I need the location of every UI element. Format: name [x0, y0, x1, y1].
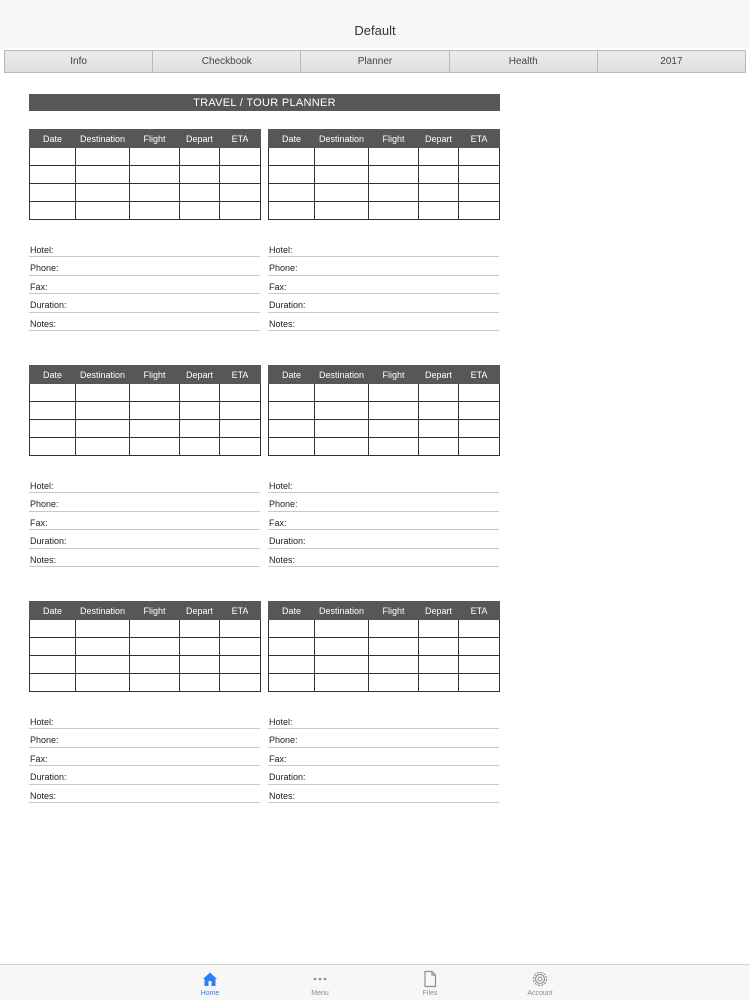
- itinerary-table: [268, 365, 500, 456]
- table-cell[interactable]: [269, 656, 315, 674]
- table-cell[interactable]: [419, 438, 459, 456]
- table-cell[interactable]: [30, 656, 76, 674]
- table-cell[interactable]: [130, 420, 180, 438]
- table-row: [269, 384, 500, 402]
- form-field[interactable]: [268, 239, 499, 257]
- table-cell[interactable]: [369, 402, 419, 420]
- column-header: Date: [30, 130, 76, 148]
- table-cell[interactable]: [130, 674, 180, 692]
- table-header-row: [30, 366, 261, 384]
- table-row: [30, 166, 261, 184]
- table-row: [30, 438, 261, 456]
- field-label: Phone:: [269, 263, 298, 274]
- table-cell[interactable]: [459, 674, 500, 692]
- column-header: ETA: [220, 602, 261, 620]
- table-cell[interactable]: [315, 656, 369, 674]
- table-row: [30, 202, 261, 220]
- table-row: [269, 148, 500, 166]
- table-cell[interactable]: [180, 148, 220, 166]
- column-header: Date: [30, 602, 76, 620]
- table-cell[interactable]: [76, 438, 130, 456]
- table-cell[interactable]: [269, 438, 315, 456]
- table-cell[interactable]: [419, 656, 459, 674]
- table-cell[interactable]: [269, 148, 315, 166]
- table-cell[interactable]: [30, 148, 76, 166]
- field-label: Duration:: [30, 300, 67, 311]
- table-cell[interactable]: [130, 384, 180, 402]
- column-header: Destination: [315, 602, 369, 620]
- table-row: [269, 656, 500, 674]
- table-cell[interactable]: [180, 184, 220, 202]
- table-row: [269, 166, 500, 184]
- table-cell[interactable]: [30, 202, 76, 220]
- table-cell[interactable]: [315, 402, 369, 420]
- form-field[interactable]: [268, 493, 499, 511]
- table-cell[interactable]: [220, 420, 261, 438]
- column-header: Depart: [180, 366, 220, 384]
- field-label: Phone:: [30, 263, 59, 274]
- table-cell[interactable]: [220, 674, 261, 692]
- table-cell[interactable]: [220, 184, 261, 202]
- table-cell[interactable]: [419, 184, 459, 202]
- table-cell[interactable]: [180, 166, 220, 184]
- column-header: ETA: [459, 366, 500, 384]
- column-header: Date: [269, 366, 315, 384]
- table-cell[interactable]: [180, 384, 220, 402]
- column-header: Destination: [76, 366, 130, 384]
- gear-icon: [510, 968, 570, 990]
- table-row: [269, 674, 500, 692]
- field-label: Notes:: [269, 318, 296, 329]
- table-cell[interactable]: [220, 438, 261, 456]
- accommodation-details: [29, 239, 501, 349]
- planner-page: [29, 94, 501, 801]
- field-label: Notes:: [269, 554, 296, 565]
- table-cell[interactable]: [459, 184, 500, 202]
- column-header: Flight: [130, 130, 180, 148]
- table-cell[interactable]: [369, 384, 419, 402]
- column-header: ETA: [459, 130, 500, 148]
- table-cell[interactable]: [76, 166, 130, 184]
- table-cell[interactable]: [130, 438, 180, 456]
- table-cell[interactable]: [269, 184, 315, 202]
- table-cell[interactable]: [369, 638, 419, 656]
- table-cell[interactable]: [220, 620, 261, 638]
- table-cell[interactable]: [269, 420, 315, 438]
- table-cell[interactable]: [130, 202, 180, 220]
- table-cell[interactable]: [419, 166, 459, 184]
- table-cell[interactable]: [180, 620, 220, 638]
- form-field[interactable]: [268, 475, 499, 493]
- column-header: Destination: [315, 130, 369, 148]
- table-cell[interactable]: [419, 620, 459, 638]
- table-cell[interactable]: [369, 202, 419, 220]
- form-field[interactable]: [29, 313, 260, 331]
- table-cell[interactable]: [369, 184, 419, 202]
- column-header: Destination: [76, 602, 130, 620]
- form-field[interactable]: [268, 549, 499, 567]
- table-cell[interactable]: [76, 638, 130, 656]
- form-field[interactable]: [268, 766, 499, 784]
- table-cell[interactable]: [180, 402, 220, 420]
- table-cell[interactable]: [315, 384, 369, 402]
- field-label: Duration:: [269, 772, 306, 783]
- table-row: [269, 184, 500, 202]
- table-cell[interactable]: [419, 402, 459, 420]
- table-cell[interactable]: [459, 202, 500, 220]
- table-cell[interactable]: [459, 638, 500, 656]
- field-label: Duration:: [30, 772, 67, 783]
- dots-icon: [290, 968, 350, 990]
- itinerary-tables: [29, 129, 501, 221]
- table-cell[interactable]: [180, 656, 220, 674]
- table-cell[interactable]: [30, 620, 76, 638]
- table-cell[interactable]: [459, 166, 500, 184]
- form-field[interactable]: [29, 785, 260, 803]
- table-row: [30, 402, 261, 420]
- field-label: Hotel:: [269, 717, 293, 727]
- tabbar-home[interactable]: [180, 968, 240, 997]
- table-cell[interactable]: [76, 402, 130, 420]
- table-cell[interactable]: [30, 402, 76, 420]
- itinerary-table: [268, 601, 500, 692]
- form-field[interactable]: [29, 294, 260, 312]
- form-field[interactable]: [29, 748, 260, 766]
- field-label: Phone:: [269, 499, 298, 510]
- table-row: [30, 620, 261, 638]
- column-header: ETA: [220, 366, 261, 384]
- table-cell[interactable]: [419, 638, 459, 656]
- bottom-tab-bar: [0, 964, 750, 1000]
- table-cell[interactable]: [180, 420, 220, 438]
- table-cell[interactable]: [315, 166, 369, 184]
- column-header: Flight: [369, 130, 419, 148]
- tab-info[interactable]: Info: [5, 51, 153, 72]
- contact-fields: [29, 475, 260, 567]
- table-cell[interactable]: [269, 674, 315, 692]
- table-cell[interactable]: [30, 166, 76, 184]
- table-cell[interactable]: [269, 638, 315, 656]
- table-cell[interactable]: [459, 402, 500, 420]
- field-label: Hotel:: [30, 481, 54, 491]
- itinerary-table: [29, 129, 261, 220]
- form-field[interactable]: [29, 766, 260, 784]
- form-field[interactable]: [29, 257, 260, 275]
- column-header: Depart: [419, 366, 459, 384]
- field-label: Phone:: [30, 735, 59, 746]
- form-field[interactable]: [268, 313, 499, 331]
- table-cell[interactable]: [369, 620, 419, 638]
- table-cell[interactable]: [76, 202, 130, 220]
- tabbar-files[interactable]: [400, 968, 460, 997]
- field-label: Duration:: [269, 536, 306, 547]
- trip-section: [29, 365, 501, 585]
- table-cell[interactable]: [180, 438, 220, 456]
- form-field[interactable]: [268, 512, 499, 530]
- table-cell[interactable]: [269, 202, 315, 220]
- field-label: Fax:: [30, 517, 48, 528]
- column-header: Date: [269, 130, 315, 148]
- table-header-row: [269, 130, 500, 148]
- form-field[interactable]: [29, 512, 260, 530]
- form-field[interactable]: [29, 530, 260, 548]
- table-header-row: [269, 602, 500, 620]
- field-label: Hotel:: [30, 245, 54, 255]
- table-row: [30, 638, 261, 656]
- field-label: Fax:: [30, 281, 48, 292]
- table-cell[interactable]: [130, 166, 180, 184]
- field-label: Fax:: [269, 281, 287, 292]
- table-cell[interactable]: [220, 638, 261, 656]
- table-row: [269, 638, 500, 656]
- table-cell[interactable]: [30, 638, 76, 656]
- table-row: [30, 656, 261, 674]
- table-cell[interactable]: [220, 202, 261, 220]
- field-label: Fax:: [269, 517, 287, 528]
- form-field[interactable]: [268, 729, 499, 747]
- table-cell[interactable]: [269, 166, 315, 184]
- field-label: Duration:: [30, 536, 67, 547]
- table-cell[interactable]: [315, 184, 369, 202]
- table-cell[interactable]: [30, 184, 76, 202]
- table-cell[interactable]: [130, 620, 180, 638]
- table-cell[interactable]: [369, 420, 419, 438]
- table-cell[interactable]: [76, 620, 130, 638]
- table-cell[interactable]: [76, 420, 130, 438]
- column-header: Date: [30, 366, 76, 384]
- table-cell[interactable]: [459, 620, 500, 638]
- table-cell[interactable]: [369, 148, 419, 166]
- field-label: Notes:: [30, 790, 57, 801]
- form-field[interactable]: [268, 530, 499, 548]
- table-cell[interactable]: [130, 148, 180, 166]
- table-cell[interactable]: [130, 402, 180, 420]
- field-label: Notes:: [30, 318, 57, 329]
- tab-checkbook[interactable]: Checkbook: [153, 51, 301, 72]
- table-cell[interactable]: [315, 148, 369, 166]
- form-field[interactable]: [268, 294, 499, 312]
- home-icon: [180, 968, 240, 990]
- table-row: [269, 202, 500, 220]
- form-field[interactable]: [29, 475, 260, 493]
- field-label: Phone:: [269, 735, 298, 746]
- table-cell[interactable]: [315, 674, 369, 692]
- table-cell[interactable]: [269, 620, 315, 638]
- table-cell[interactable]: [30, 384, 76, 402]
- table-header-row: [30, 602, 261, 620]
- accommodation-details: [29, 711, 501, 821]
- form-field[interactable]: [268, 276, 499, 294]
- column-header: Destination: [76, 130, 130, 148]
- field-label: Notes:: [30, 554, 57, 565]
- table-cell[interactable]: [419, 202, 459, 220]
- column-header: Depart: [180, 602, 220, 620]
- table-cell[interactable]: [30, 420, 76, 438]
- trip-section: [29, 129, 501, 349]
- form-field[interactable]: [29, 729, 260, 747]
- field-label: Phone:: [30, 499, 59, 510]
- table-cell[interactable]: [130, 638, 180, 656]
- planner-title: TRAVEL / TOUR PLANNER: [29, 94, 500, 111]
- field-label: Notes:: [269, 790, 296, 801]
- table-cell[interactable]: [315, 620, 369, 638]
- column-header: Flight: [369, 366, 419, 384]
- table-cell[interactable]: [419, 420, 459, 438]
- segmented-tabs: [4, 50, 746, 73]
- table-cell[interactable]: [369, 656, 419, 674]
- column-header: ETA: [459, 602, 500, 620]
- tabbar-account-label: Account: [527, 990, 553, 997]
- field-label: Fax:: [30, 753, 48, 764]
- form-field[interactable]: [29, 711, 260, 729]
- table-cell[interactable]: [76, 148, 130, 166]
- tabbar-home-label: Home: [200, 990, 220, 997]
- form-field[interactable]: [268, 711, 499, 729]
- contact-fields: [268, 239, 499, 331]
- itinerary-table: [268, 129, 500, 220]
- table-cell[interactable]: [130, 656, 180, 674]
- table-cell[interactable]: [315, 438, 369, 456]
- tabbar-menu-label: Menu: [311, 990, 329, 997]
- itinerary-table: [29, 601, 261, 692]
- column-header: Date: [269, 602, 315, 620]
- tab-planner[interactable]: Planner: [301, 51, 449, 72]
- trip-section: [29, 601, 501, 821]
- table-cell[interactable]: [315, 202, 369, 220]
- table-row: [269, 402, 500, 420]
- table-row: [30, 184, 261, 202]
- column-header: ETA: [220, 130, 261, 148]
- table-cell[interactable]: [419, 384, 459, 402]
- table-row: [269, 620, 500, 638]
- contact-fields: [268, 475, 499, 567]
- table-cell[interactable]: [220, 384, 261, 402]
- table-cell[interactable]: [76, 184, 130, 202]
- table-row: [30, 674, 261, 692]
- contact-fields: [29, 711, 260, 803]
- table-cell[interactable]: [459, 656, 500, 674]
- column-header: Flight: [130, 602, 180, 620]
- table-cell[interactable]: [459, 438, 500, 456]
- table-cell[interactable]: [269, 384, 315, 402]
- tabbar-files-label: Files: [422, 990, 438, 997]
- form-field[interactable]: [268, 785, 499, 803]
- itinerary-tables: [29, 601, 501, 693]
- table-cell[interactable]: [30, 674, 76, 692]
- table-cell[interactable]: [419, 148, 459, 166]
- form-field[interactable]: [29, 276, 260, 294]
- contact-fields: [268, 711, 499, 803]
- field-label: Hotel:: [269, 481, 293, 491]
- table-cell[interactable]: [76, 384, 130, 402]
- column-header: Destination: [315, 366, 369, 384]
- table-cell[interactable]: [369, 438, 419, 456]
- table-cell[interactable]: [269, 402, 315, 420]
- column-header: Flight: [130, 366, 180, 384]
- table-row: [269, 438, 500, 456]
- table-row: [30, 420, 261, 438]
- table-cell[interactable]: [76, 656, 130, 674]
- table-cell[interactable]: [180, 674, 220, 692]
- table-cell[interactable]: [459, 420, 500, 438]
- tabbar-menu[interactable]: [290, 968, 350, 997]
- column-header: Depart: [180, 130, 220, 148]
- table-header-row: [30, 130, 261, 148]
- form-field[interactable]: [268, 257, 499, 275]
- table-cell[interactable]: [459, 384, 500, 402]
- table-header-row: [269, 366, 500, 384]
- form-field[interactable]: [29, 549, 260, 567]
- table-cell[interactable]: [369, 166, 419, 184]
- table-cell[interactable]: [220, 148, 261, 166]
- table-cell[interactable]: [180, 202, 220, 220]
- table-cell[interactable]: [220, 656, 261, 674]
- table-cell[interactable]: [315, 638, 369, 656]
- table-row: [30, 384, 261, 402]
- field-label: Hotel:: [269, 245, 293, 255]
- field-label: Duration:: [269, 300, 306, 311]
- contact-fields: [29, 239, 260, 331]
- table-cell[interactable]: [130, 184, 180, 202]
- column-header: Flight: [369, 602, 419, 620]
- table-cell[interactable]: [315, 420, 369, 438]
- accommodation-details: [29, 475, 501, 585]
- navigation-bar: [0, 0, 750, 48]
- column-header: Depart: [419, 130, 459, 148]
- field-label: Hotel:: [30, 717, 54, 727]
- tab-2017[interactable]: 2017: [598, 51, 745, 72]
- file-icon: [400, 968, 460, 990]
- form-field[interactable]: [268, 748, 499, 766]
- nav-title: Default: [354, 23, 396, 38]
- tab-health[interactable]: Health: [450, 51, 598, 72]
- table-cell[interactable]: [30, 438, 76, 456]
- table-cell[interactable]: [220, 166, 261, 184]
- table-cell[interactable]: [76, 674, 130, 692]
- table-cell[interactable]: [220, 402, 261, 420]
- tabbar-account[interactable]: [510, 968, 570, 997]
- form-field[interactable]: [29, 239, 260, 257]
- itinerary-tables: [29, 365, 501, 457]
- field-label: Fax:: [269, 753, 287, 764]
- column-header: Depart: [419, 602, 459, 620]
- form-field[interactable]: [29, 493, 260, 511]
- table-row: [269, 420, 500, 438]
- table-cell[interactable]: [459, 148, 500, 166]
- itinerary-table: [29, 365, 261, 456]
- table-cell[interactable]: [369, 674, 419, 692]
- table-cell[interactable]: [180, 638, 220, 656]
- table-row: [30, 148, 261, 166]
- table-cell[interactable]: [419, 674, 459, 692]
